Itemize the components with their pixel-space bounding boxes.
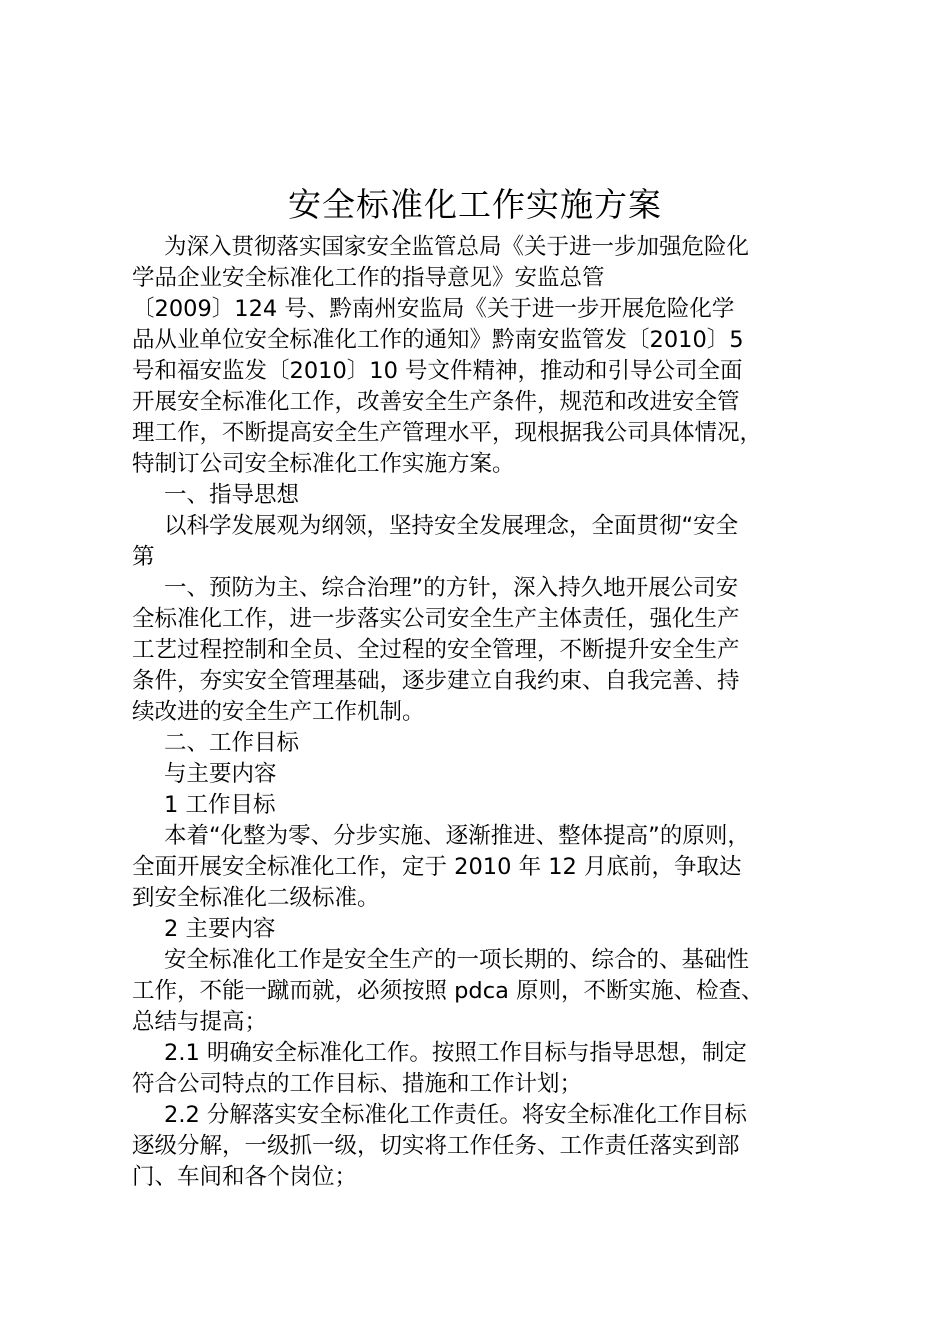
paragraph-line: 理工作，不断提高安全生产管理水平，现根据我公司具体情况， [132,420,763,446]
paragraph-line: 开展安全标准化工作，改善安全生产条件，规范和改进安全管 [132,389,740,415]
paragraph-line: 逐级分解，一级抓一级，切实将工作任务、工作责任落实到部 [132,1133,740,1159]
paragraph-line: 为深入贯彻落实国家安全监管总局《关于进一步加强危险化 [164,234,750,260]
paragraph-line: 1 工作目标 [164,792,276,818]
paragraph-line: 本着“化整为零、分步实施、逐渐推进、整体提高”的原则， [164,823,750,849]
paragraph-line: 特制订公司安全标准化工作实施方案。 [132,451,515,477]
paragraph-line: 安全标准化工作是安全生产的一项长期的、综合的、基础性 [164,947,750,973]
paragraph-line: 〔2009〕124 号、黔南州安监局《关于进一步开展危险化学 [132,296,735,322]
paragraph-line: 条件，夯实安全管理基础，逐步建立自我约束、自我完善、持 [132,668,740,694]
paragraph-line: 全面开展安全标准化工作，定于 2010 年 12 月底前，争取达 [132,854,742,880]
paragraph-line: 二、工作目标 [164,730,300,756]
paragraph-line: 与主要内容 [164,761,277,787]
paragraph-line: 2 主要内容 [164,916,276,942]
document-title: 安全标准化工作实施方案 [288,185,662,224]
paragraph-line: 工作，不能一蹴而就，必须按照 pdca 原则，不断实施、检查、 [132,978,764,1004]
paragraph-line: 门、车间和各个岗位； [132,1164,358,1190]
paragraph-line: 工艺过程控制和全员、全过程的安全管理，不断提升安全生产 [132,637,740,663]
paragraph-line: 号和福安监发〔2010〕10 号文件精神，推动和引导公司全面 [132,358,743,384]
paragraph-line: 一、预防为主、综合治理”的方针，深入持久地开展公司安 [164,575,739,601]
paragraph-line: 总结与提高； [132,1009,268,1035]
paragraph-line: 符合公司特点的工作目标、措施和工作计划； [132,1071,583,1097]
paragraph-line: 第 [132,544,155,570]
paragraph-line: 一、指导思想 [164,482,300,508]
paragraph-line: 续改进的安全生产工作机制。 [132,699,425,725]
paragraph-line: 以科学发展观为纲领，坚持安全发展理念，全面贯彻“安全 [164,513,739,539]
paragraph-line: 品从业单位安全标准化工作的通知》黔南安监管发〔2010〕5 [132,327,744,353]
paragraph-line: 全标准化工作，进一步落实公司安全生产主体责任，强化生产 [132,606,740,632]
paragraph-line: 2.2 分解落实安全标准化工作责任。将安全标准化工作目标 [164,1102,747,1128]
paragraph-line: 学品企业安全标准化工作的指导意见》安监总管 [132,265,605,291]
paragraph-line: 到安全标准化二级标准。 [132,885,380,911]
paragraph-line: 2.1 明确安全标准化工作。按照工作目标与指导思想，制定 [164,1040,747,1066]
document-body [132,232,832,1193]
